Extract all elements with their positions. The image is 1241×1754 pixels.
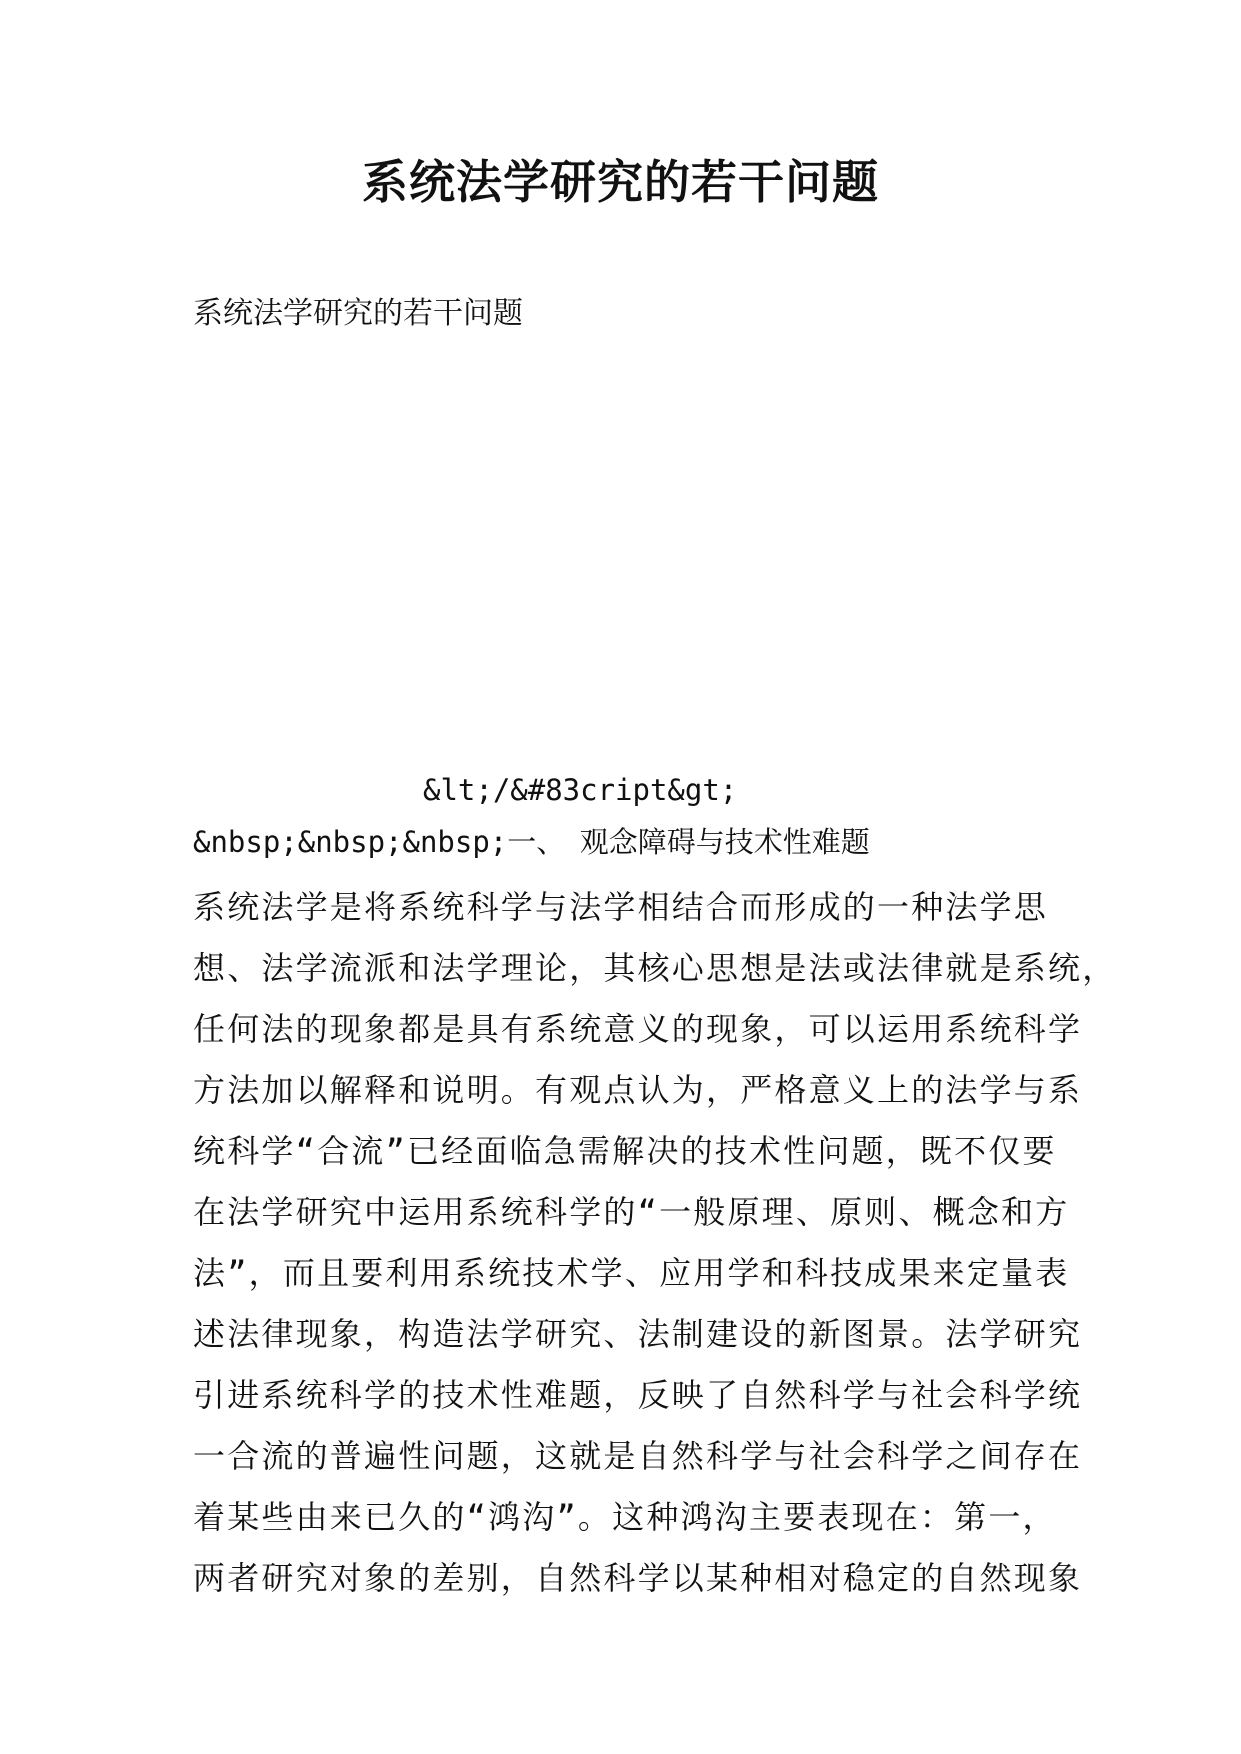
body-line: 在法学研究中运用系统科学的“一般原理、原则、概念和方 (193, 1193, 1070, 1231)
body-line: 方法加以解释和说明。有观点认为，严格意义上的法学与系 (193, 1071, 1083, 1109)
section-heading: &nbsp;&nbsp;&nbsp;一、 观念障碍与技术性难题 (193, 825, 870, 859)
body-line: 法”，而且要利用系统技术学、应用学和科技成果来定量表 (193, 1254, 1070, 1292)
document-subtitle: 系统法学研究的若干问题 (193, 296, 523, 331)
body-line: 两者研究对象的差别，自然科学以某种相对稳定的自然现象 (193, 1559, 1083, 1597)
script-artifact-text: &lt;/&#83cript&gt; (423, 773, 738, 807)
body-line: 着某些由来已久的“鸿沟”。这种鸿沟主要表现在：第一， (193, 1498, 1057, 1536)
body-line: 一合流的普遍性问题，这就是自然科学与社会科学之间存在 (193, 1437, 1083, 1475)
body-line: 系统法学是将系统科学与法学相结合而形成的一种法学思 (193, 888, 1049, 926)
body-line: 述法律现象，构造法学研究、法制建设的新图景。法学研究 (193, 1315, 1083, 1353)
body-line: 引进系统科学的技术性难题，反映了自然科学与社会科学统 (193, 1376, 1083, 1414)
body-paragraph (193, 877, 1117, 1609)
body-line: 任何法的现象都是具有系统意义的现象，可以运用系统科学 (193, 1010, 1083, 1048)
document-title: 系统法学研究的若干问题 (362, 155, 879, 209)
body-line: 统科学“合流”已经面临急需解决的技术性问题，既不仅要 (193, 1132, 1057, 1170)
body-line: 想、法学流派和法学理论，其核心思想是法或法律就是系统， (193, 949, 1117, 987)
